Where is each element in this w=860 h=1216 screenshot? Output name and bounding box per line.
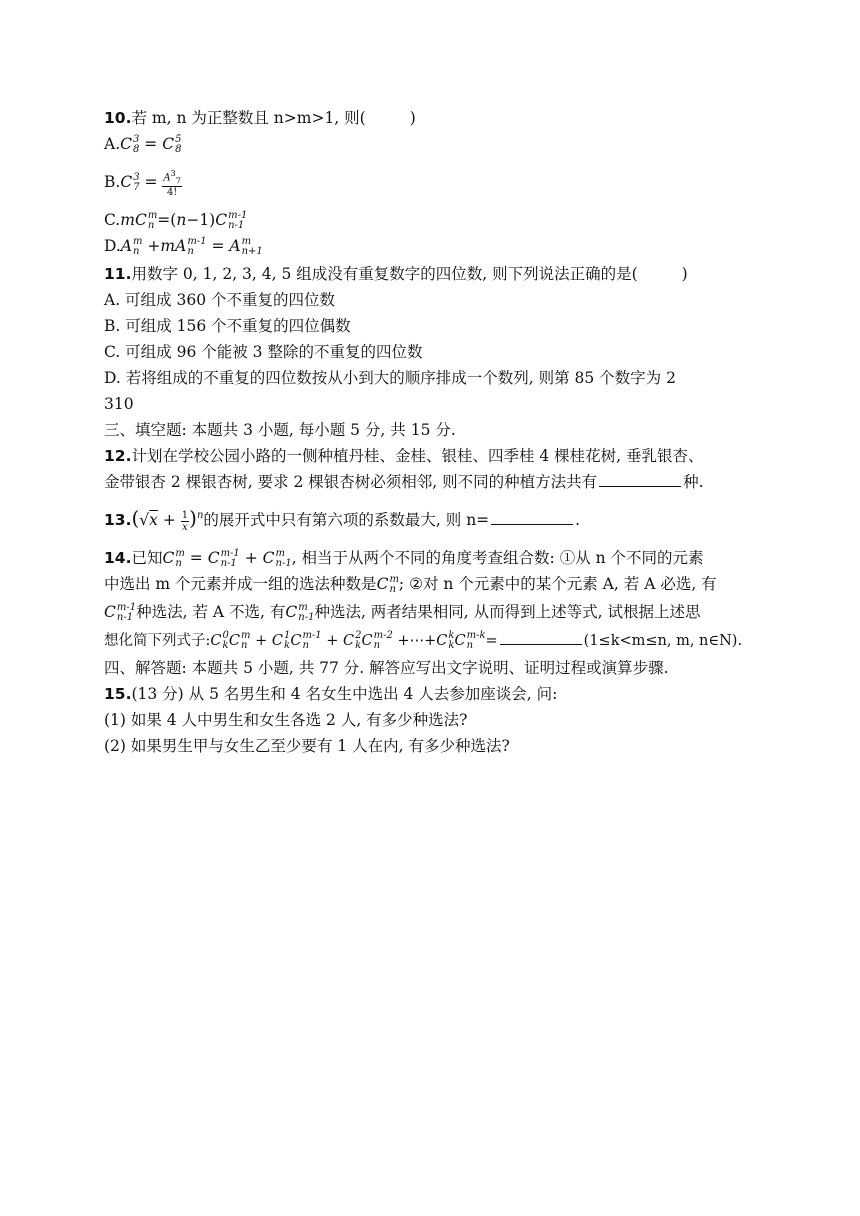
q11-stem-text: 用数字 0, 1, 2, 3, 4, 5 组成没有重复数字的四位数, 则下列说法正确的是(	[131, 265, 638, 283]
q15-number: 15.	[104, 685, 132, 703]
q11-number: 11.	[104, 265, 132, 283]
q12-line2-text: 金带银杏 2 棵银杏树, 要求 2 棵银杏树必须相邻, 则不同的种植方法共有	[104, 473, 598, 491]
q12-number: 12.	[104, 447, 132, 465]
q11-stem	[104, 264, 688, 284]
q10-option-a: A.C 3 8 = C 5 8	[104, 134, 182, 155]
q13-number: 13.	[104, 511, 132, 529]
q13-line: 13.(√x + $\frac{1}{x}$ )$^n$的展开式中只有第六项的系数最大, 则 n= .	[104, 506, 581, 533]
q14-line4: 想化简下列式子:C 0 k C m n + C 1 k C m-1 n + C 2 k C m-2 n +⋯+C k k C m-k n = (1≤k<m≤n, m, n∈N).	[104, 630, 743, 651]
q10-option-a-label: A.	[104, 135, 121, 153]
q11-option-d-line2: 310	[104, 395, 134, 413]
q10-option-d: D.A m n +mA m-1 n = A m n+1	[104, 236, 263, 257]
q14-line1: 14.已知C m n = C m-1 n-1 + C m n-1 , 相当于从两个不同的角度考查组合数: ①从 n 个不同的元素	[104, 548, 704, 569]
q12-line1	[104, 446, 704, 466]
q10-option-d-label: D.	[104, 237, 121, 255]
q12-answer-blank[interactable]	[599, 472, 681, 487]
q11-option-b: B. 可组成 156 个不重复的四位偶数	[104, 317, 351, 335]
q15-stem-text: (13 分) 从 5 名男生和 4 名女生中选出 4 人去参加座谈会, 问:	[131, 685, 558, 703]
q14-answer-blank[interactable]	[500, 630, 582, 645]
q15-part2: (2) 如果男生甲与女生乙至少要有 1 人在内, 有多少种选法?	[104, 737, 510, 755]
q12-line1-text: 计划在学校公园小路的一侧种植丹桂、金桂、银桂、四季桂 4 棵桂花树, 垂乳银杏、	[131, 447, 704, 465]
q10-stem	[104, 108, 416, 128]
q11-close-paren: )	[681, 265, 688, 283]
q13-text: 的展开式中只有第六项的系数最大, 则 n=	[203, 511, 490, 529]
q10-stem-text: 若 m, n 为正整数且 n>m>1, 则(	[131, 109, 366, 127]
q10-number: 10.	[104, 109, 132, 127]
q14-l2b: ; ②对 n 个元素中的某个元素 A, 若 A 必选, 有	[398, 575, 717, 593]
section-3-heading: 三、填空题: 本题共 3 小题, 每小题 5 分, 共 15 分.	[104, 421, 456, 439]
q10-option-b-label: B.	[104, 173, 121, 192]
q15-part1: (1) 如果 4 人中男生和女生各选 2 人, 有多少种选法?	[104, 711, 468, 729]
q13-answer-blank[interactable]	[491, 510, 573, 525]
q11-option-d-line1: D. 若将组成的不重复的四位数按从小到大的顺序排成一个数列, 则第 85 个数字为 2	[104, 369, 676, 387]
q14-l4b: (1≤k<m≤n, m, n∈N).	[583, 633, 743, 649]
q14-l1a: 已知	[131, 549, 163, 567]
q14-l3b: 种选法, 两者结果相同, 从而得到上述等式, 试根据上述思	[314, 603, 701, 621]
q12-line2-end: 种.	[683, 473, 704, 491]
q10-option-b: B.C 3 7 = $\frac{A^3_7}{4!}$	[104, 169, 181, 199]
q15-stem	[104, 684, 557, 704]
q14-l4a: 想化简下列式子:	[104, 633, 211, 649]
section-4-heading: 四、解答题: 本题共 5 小题, 共 77 分. 解答应写出文字说明、证明过程或演算步骤.	[104, 659, 669, 677]
q14-l3a: 种选法, 若 A 不选, 有	[136, 603, 286, 621]
q14-line2: 中选出 m 个元素并成一组的选法种数是C m n ; ②对 n 个元素中的某个元素 A, 若 A 必选, 有	[104, 574, 717, 595]
q10-option-c-label: C.	[104, 211, 121, 229]
q14-line3: C m-1 n-1 种选法, 若 A 不选, 有C m n-1 种选法, 两者结果相同, 从而得到上述等式, 试根据上述思	[104, 602, 701, 623]
q14-number: 14.	[104, 549, 132, 567]
q11-option-a: A. 可组成 360 个不重复的四位数	[104, 291, 335, 309]
q14-l1b: , 相当于从两个不同的角度考查组合数: ①从 n 个不同的元素	[291, 549, 704, 567]
q13-end: .	[575, 511, 581, 529]
q11-option-c: C. 可组成 96 个能被 3 整除的不重复的四位数	[104, 343, 423, 361]
q10-close-paren: )	[409, 109, 416, 127]
q14-l2a: 中选出 m 个元素并成一组的选法种数是	[104, 575, 377, 593]
q12-line2	[104, 472, 704, 492]
q10-option-c: C.mC m n =(n−1)C m-1 n-1	[104, 210, 248, 231]
